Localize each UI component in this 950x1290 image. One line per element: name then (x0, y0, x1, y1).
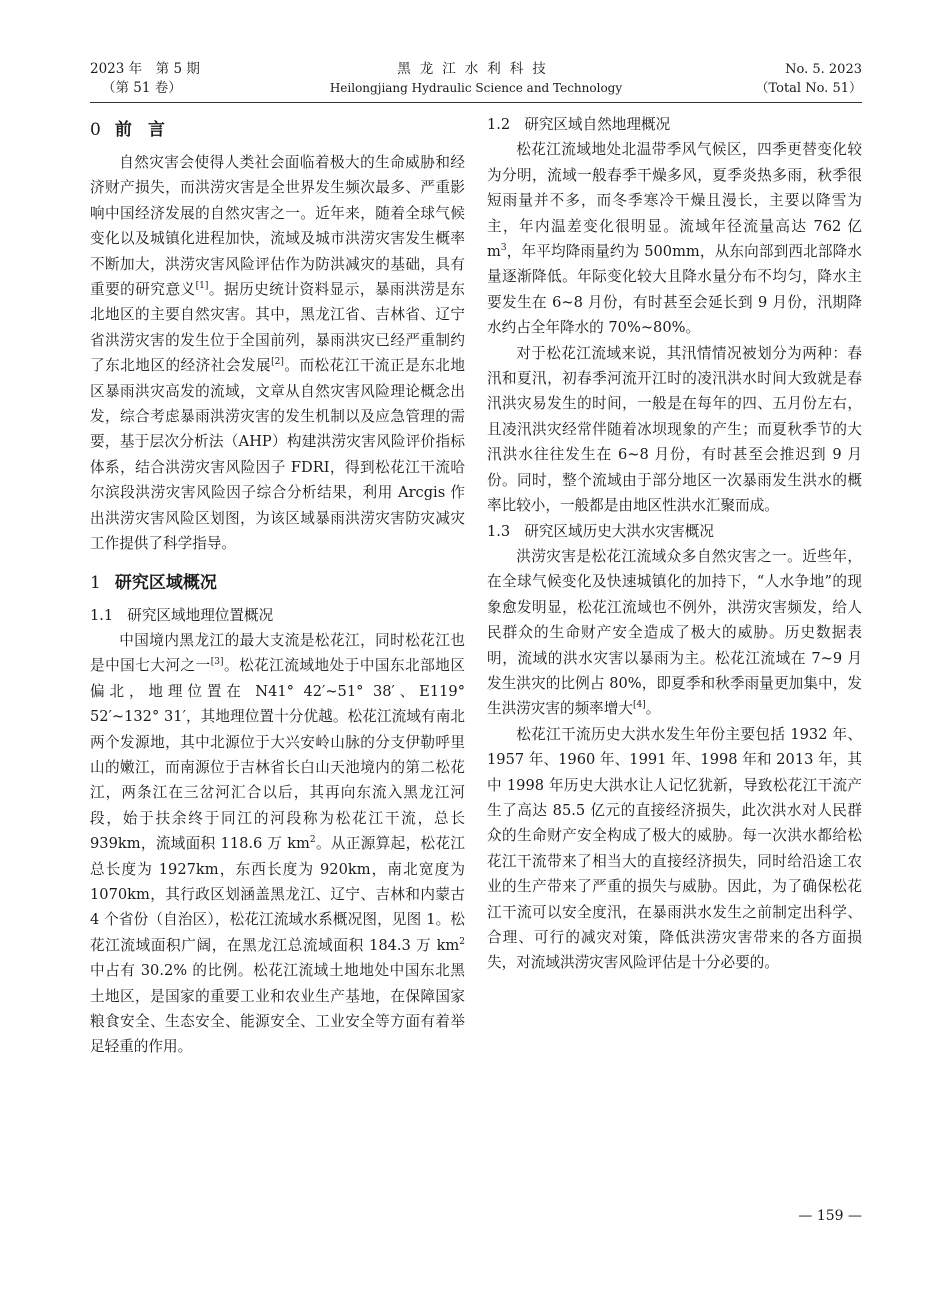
issue-year: 2023 年 第 5 期 (90, 61, 200, 77)
geography-text-b: 。松花江流域地处于中国东北部地区偏北，地理位置在 N41° 42′~51° 38′、E119° 52′~132° 31′，其地理位置十分优越。松花江流域有南北两个发源地，其中北源位于大兴安岭山脉的分支伊勒呼里山的嫩江，而南源位于吉林省长白山天池境内的第二松花江，两条江在三岔河汇合以后，其再向东流入黑龙江河段，始于扶余终于同江的河段称为松花江干流，总长 939km，流域面积 118.6 万 km (90, 657, 465, 853)
geography-text-d: 中占有 30.2% 的比例。松花江流域土地地处中国东北黑土地区，是国家的重要工业和农业生产基地，在保障国家粮食安全、生态安全、能源安全、工业安全等方面有着举足轻重的作用。 (90, 962, 465, 1056)
section-1-3-heading (487, 519, 862, 544)
flood-season-paragraph: 对于松花江流域来说，其汛情情况被划分为两种：春汛和夏汛，初春季河流开江时的凌汛洪水时间大致就是春汛洪灾易发生的时间，一般是在每年的四、五月份左右，且凌汛洪灾经常伴随着冰坝现象的产生；而夏秋季节的大汛洪水往往发生在 6~8 月份，有时甚至会推迟到 9 月份。同时，整个流域由于部分地区一次暴雨发生洪水的概率比较小，一般都是由地区性洪水汇聚而成。 (487, 344, 862, 515)
section-1-3-number: 1.3 (487, 522, 511, 540)
geography-text-a: 中国境内黑龙江的最大支流是松花江，同时松花江也是中国七大河之一 (90, 631, 465, 675)
section-1-title: 研究区域概况 (114, 572, 217, 593)
intro-text-a: 自然灾害会使得人类社会面临着极大的生命威胁和经济财产损失，而洪涝灾害是全世界发生频次最多、严重影响中国经济发展的自然灾害之一。近年来，随着全球气候变化以及城镇化进程加快，流域及城市洪涝灾害发生概率不断加大，洪涝灾害风险评估作为防洪减灾的基础，具有重要的研究意义 (90, 154, 465, 299)
intro-paragraph (90, 150, 465, 557)
major-floods-paragraph: 松花江干流历史大洪水发生年份主要包括 1932 年、1957 年、1960 年、1991 年、1998 年和 2013 年，其中 1998 年历史大洪水让人记忆犹新，导致松花江干流产生了高达 85.5 亿元的直接经济损失，此次洪水对人民群众的生命财产安全构成了极大的威胁。每一次洪水都给松花江干流带来了相当大的直接经济损失，同时给沿途工农业的生产带来了严重的损失与威胁。因此，为了确保松花江干流可以安全度汛，在暴雨洪水发生之前制定出科学、合理、可行的减灾对策，降低洪涝灾害带来的各方面损失，对流域洪涝灾害风险评估是十分必要的。 (487, 725, 862, 972)
section-1-heading (90, 569, 465, 597)
citation-1: [1] (195, 281, 209, 292)
issue-volume: （第 51 卷） (102, 80, 182, 96)
journal-title (90, 60, 862, 98)
citation-3: [3] (210, 657, 224, 668)
section-0-heading (90, 116, 465, 144)
section-1-1-heading (90, 603, 465, 628)
superscript-2-b: 2 (459, 936, 465, 947)
citation-2: [2] (271, 357, 284, 368)
left-column (90, 112, 465, 1060)
section-1-3-title: 研究区域历史大洪水灾害概况 (524, 522, 714, 540)
climate-text-a: 松花江流域地处北温带季风气候区，四季更替变化较为分明，流域一般春季干燥多风，夏季炎热多雨，秋季很短雨量并不多，而冬季寒冷干燥且漫长，主要以降雪为主，年内温差变化很明显。流域年径流量高达 762 亿 m (487, 141, 862, 261)
spacer (90, 557, 465, 565)
history-text-b: 。 (645, 700, 661, 718)
running-header (90, 60, 862, 100)
section-1-1-number: 1.1 (90, 606, 114, 624)
page-number: — 159 — (798, 1208, 862, 1224)
section-1-2-heading (487, 112, 862, 137)
history-text-a: 洪涝灾害是松花江流域众多自然灾害之一。近些年，在全球气候变化及快速城镇化的加持下，“人水争地”的现象愈发明显，松花江流域也不例外，洪涝灾害频发，给人民群众的生命财产安全造成了极大的威胁。历史数据表明，流域的洪水灾害以暴雨为主。松花江流域在 7~9 月发生洪灾的比例占 80%，即夏季和秋季雨量更加集中，发生洪涝灾害的频率增大 (487, 547, 862, 718)
intro-text-c: 。而松花江干流正是东北地区暴雨洪灾高发的流域，文章从自然灾害风险理论概念出发，综合考虑暴雨洪涝灾害的发生机制以及应急管理的需要，基于层次分析法（AHP）构建洪涝灾害风险评价指标体系，结合洪涝灾害风险因子 FDRI，得到松花江干流哈尔滨段洪涝灾害风险因子综合分析结果，利用 Arcgis 作出洪涝灾害风险区划图，为该区域暴雨洪涝灾害防灾减灾工作提供了科学指导。 (90, 357, 465, 553)
superscript-2-a: 2 (309, 835, 316, 846)
geography-text-c: 。从正源算起，松花江总长度为 1927km，东西长度为 920km，南北宽度为 1070km，其行政区划涵盖黑龙江、辽宁、吉林和内蒙古 4 个省份（自治区），松花江流域水系概况图，见图 1。松花江流域面积广阔，在黑龙江总流域面积 184.3 万 km (90, 835, 465, 954)
section-0-title: 前言 (114, 120, 181, 140)
history-paragraph (487, 544, 862, 722)
issue-total: （Total No. 51） (755, 81, 862, 96)
geography-paragraph (90, 628, 465, 1060)
issue-number (755, 60, 862, 98)
superscript-3: 3 (500, 243, 507, 254)
section-0-number: 0 (90, 120, 101, 140)
section-1-2-title: 研究区域自然地理概况 (524, 116, 671, 133)
section-1-1-title: 研究区域地理位置概况 (127, 606, 274, 624)
header-rule (90, 102, 862, 103)
climate-paragraph (487, 137, 862, 340)
section-1-number: 1 (90, 572, 101, 593)
right-column (487, 112, 862, 976)
climate-text-b: ，年平均降雨量约为 500mm，从东向部到西北部降水量逐渐降低。年际变化较大且降水量分布不均匀，降水主要发生在 6~8 月份，有时甚至会延长到 9 月份，汛期降水约占全年降水的 70%~80%。 (487, 243, 862, 337)
section-1-2-number: 1.2 (487, 116, 511, 133)
issue-no: No. 5. 2023 (785, 62, 862, 77)
citation-4: [4] (632, 700, 646, 711)
journal-title-en: Heilongjiang Hydraulic Science and Technology (329, 81, 623, 95)
intro-text-b: 。据历史统计资料显示，暴雨洪涝是东北地区的主要自然灾害。其中，黑龙江省、吉林省、辽宁省洪涝灾害的发生位于全国前列，暴雨洪灾已经严重制约了东北地区的经济社会发展 (90, 281, 465, 375)
journal-title-cn: 黑龙江水利科技 (397, 61, 555, 77)
